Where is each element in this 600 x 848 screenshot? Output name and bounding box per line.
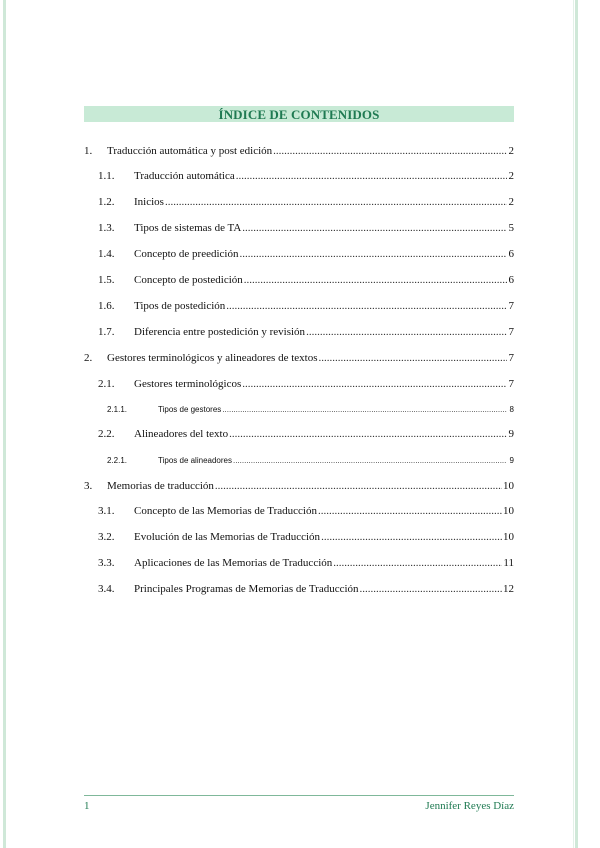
page-border-right: [575, 0, 578, 848]
toc-leader-dots: [306, 326, 507, 339]
toc-leader-dots: [242, 378, 507, 391]
toc-leader-dots: [242, 222, 507, 235]
toc-page-number: 2: [508, 170, 514, 182]
toc-label: Concepto de postedición: [134, 274, 243, 286]
toc-label: Tipos de alineadores: [158, 456, 232, 465]
toc-label: Evolución de las Memorias de Traducción: [134, 531, 321, 543]
toc-entry[interactable]: [84, 351, 514, 365]
footer-divider: [84, 795, 514, 796]
toc-label: Concepto de preedición: [134, 248, 239, 260]
toc-page-number: 9: [508, 428, 514, 440]
toc-entry[interactable]: [98, 169, 514, 183]
toc-entry[interactable]: [98, 504, 514, 518]
toc-number: 3.2.: [98, 531, 115, 543]
toc-entry[interactable]: [98, 273, 514, 287]
toc-leader-dots: [236, 170, 507, 183]
toc-leader-dots: [318, 352, 507, 365]
toc-leader-dots: [244, 274, 507, 287]
toc-number: 2.2.1.: [107, 456, 128, 465]
toc-label: Tipos de sistemas de TA: [134, 222, 242, 234]
toc-page-number: 7: [508, 300, 514, 312]
toc-leader-dots: [360, 583, 502, 596]
toc-page-number: 9: [509, 456, 514, 465]
toc-number: 1.4.: [98, 248, 115, 260]
toc-label: Diferencia entre postedición y revisión: [134, 326, 306, 338]
toc-number: 1.3.: [98, 222, 115, 234]
toc-page-number: 2: [508, 145, 514, 157]
toc-label: Tipos de postedición: [134, 300, 226, 312]
toc-leader-dots: [233, 454, 507, 467]
toc-page-number: 10: [503, 480, 514, 492]
toc-entry[interactable]: [98, 556, 514, 570]
page-border-right-inner: [573, 0, 574, 848]
toc-number: 1.6.: [98, 300, 115, 312]
toc-page-number: 6: [508, 248, 514, 260]
toc-entry[interactable]: [84, 144, 514, 158]
toc-number: 2.1.: [98, 378, 115, 390]
toc-leader-dots: [165, 196, 507, 209]
toc-entry[interactable]: [98, 247, 514, 261]
toc-leader-dots: [273, 145, 507, 158]
toc-leader-dots: [321, 531, 502, 544]
toc-leader-dots: [215, 480, 502, 493]
toc-entry[interactable]: [98, 427, 514, 441]
toc-label: Gestores terminológicos: [134, 378, 242, 390]
toc-label: Aplicaciones de las Memorias de Traducción: [134, 557, 333, 569]
footer-page-number: 1: [84, 800, 90, 812]
page-title: ÍNDICE DE CONTENIDOS: [218, 107, 380, 122]
toc-page-number: 11: [503, 557, 514, 569]
toc-label: Alineadores del texto: [134, 428, 229, 440]
toc-page-number: 2: [508, 196, 514, 208]
toc-page-number: 5: [508, 222, 514, 234]
toc-number: 3.: [84, 480, 93, 492]
toc-leader-dots: [318, 505, 502, 518]
toc-label: Principales Programas de Memorias de Traducción: [134, 583, 359, 595]
toc-entry[interactable]: [98, 530, 514, 544]
toc-page-number: 10: [503, 531, 514, 543]
toc-entry[interactable]: [107, 453, 514, 467]
toc-entry[interactable]: [98, 299, 514, 313]
toc-leader-dots: [222, 403, 507, 416]
toc-number: 2.2.: [98, 428, 115, 440]
toc-page-number: 10: [503, 505, 514, 517]
toc-number: 2.1.1.: [107, 405, 128, 414]
toc-entry[interactable]: [98, 377, 514, 391]
toc-number: 1.: [84, 145, 93, 157]
toc-leader-dots: [226, 300, 507, 313]
footer-author: Jennifer Reyes Díaz: [425, 800, 514, 812]
toc-leader-dots: [333, 557, 502, 570]
toc-page-number: 7: [508, 378, 514, 390]
toc-label: Traducción automática: [134, 170, 235, 182]
toc-label: Inicios: [134, 196, 164, 208]
toc-label: Memorias de traducción: [107, 480, 214, 492]
toc-label: Concepto de las Memorias de Traducción: [134, 505, 317, 517]
toc-page-number: 8: [509, 405, 514, 414]
toc-page-number: 7: [508, 352, 514, 364]
toc-page-number: 7: [508, 326, 514, 338]
toc-label: Traducción automática y post edición: [107, 145, 273, 157]
toc-label: Tipos de gestores: [158, 405, 222, 414]
toc-number: 1.5.: [98, 274, 115, 286]
page-border-left: [3, 0, 6, 848]
toc-leader-dots: [229, 428, 507, 441]
toc-number: 3.4.: [98, 583, 115, 595]
toc-entry[interactable]: [98, 195, 514, 209]
toc-number: 3.1.: [98, 505, 115, 517]
toc-number: 1.1.: [98, 170, 115, 182]
toc-number: 1.7.: [98, 326, 115, 338]
toc-number: 2.: [84, 352, 93, 364]
toc-number: 3.3.: [98, 557, 115, 569]
toc-number: 1.2.: [98, 196, 115, 208]
toc-page-number: 12: [503, 583, 514, 595]
toc-entry[interactable]: [98, 221, 514, 235]
toc-page-number: 6: [508, 274, 514, 286]
toc-leader-dots: [239, 248, 507, 261]
toc-entry[interactable]: [98, 582, 514, 596]
toc-entry[interactable]: [84, 479, 514, 493]
toc-label: Gestores terminológicos y alineadores de textos: [107, 352, 318, 364]
toc-entry[interactable]: [107, 402, 514, 416]
toc-entry[interactable]: [98, 325, 514, 339]
